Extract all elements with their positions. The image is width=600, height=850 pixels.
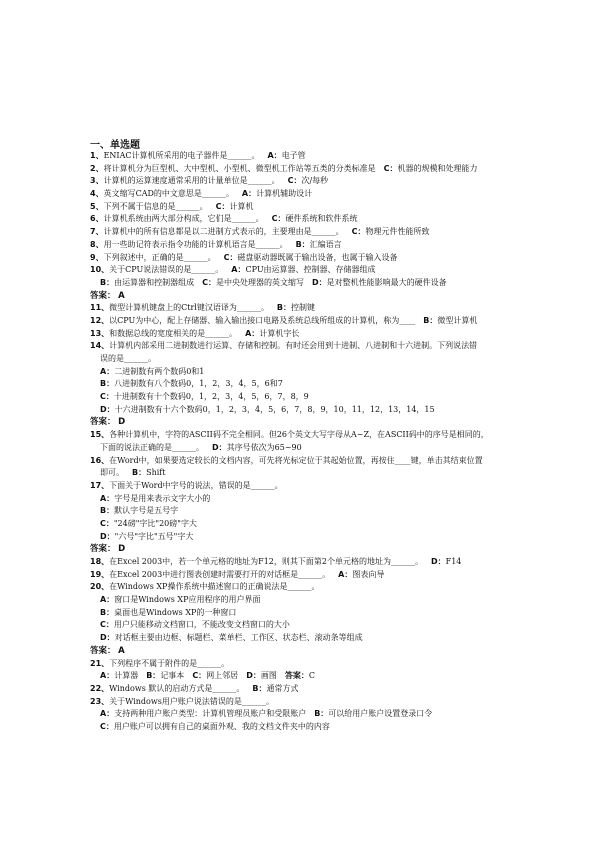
option-text: 默认字号是五号字 <box>114 506 179 516</box>
option-label: C： <box>351 227 366 237</box>
question-line <box>90 480 580 493</box>
question-list <box>90 150 580 734</box>
choice-line <box>90 607 580 620</box>
option-label: B： <box>132 468 147 478</box>
choice-line <box>90 378 580 391</box>
choice-line <box>90 442 580 455</box>
question-number: 3、 <box>90 176 104 186</box>
question-text: Windows 默认的启动方式是______。 <box>109 683 245 693</box>
question-number: 11、 <box>90 303 110 313</box>
option-label: C： <box>100 392 114 402</box>
option-label: B： <box>252 683 267 693</box>
option-text: 硬件系统和软件系统 <box>285 214 358 224</box>
question-number: 8、 <box>90 239 104 249</box>
choice-line <box>90 670 580 683</box>
choice-line <box>90 594 580 607</box>
option-label: B： <box>100 607 115 617</box>
question-number: 16、 <box>90 455 110 465</box>
option-label: A： <box>100 671 115 681</box>
option-text: 是中央处理器的英文缩写 <box>215 277 304 287</box>
option-label: C： <box>383 163 398 173</box>
answer-value: D <box>118 544 126 555</box>
choice-line <box>90 353 580 366</box>
question-text: 计算机系统由两大部分构成，它们是______。 <box>103 214 264 224</box>
option-label: D： <box>100 531 115 541</box>
question-line <box>90 683 580 696</box>
option-label: C： <box>215 201 230 211</box>
question-line <box>90 252 580 265</box>
option-text: 微型计算机 <box>437 315 478 325</box>
option-text: 是对整机性能影响最大的硬件设备 <box>326 277 447 287</box>
question-text: 关于CPU说法错误的是______。 <box>109 265 224 275</box>
question-number: 9、 <box>90 252 104 262</box>
option-label: A： <box>100 595 115 605</box>
question-number: 7、 <box>90 227 104 237</box>
question-number: 21、 <box>90 658 110 668</box>
option-label: D： <box>212 442 227 452</box>
answer-line <box>90 290 580 303</box>
question-line <box>90 302 580 315</box>
question-text: 微型计算机键盘上的Ctrl键汉语译为______。 <box>109 303 269 313</box>
option-text: 计算机辅助设计 <box>256 189 313 199</box>
option-text: 电子管 <box>281 151 306 160</box>
choice-line <box>90 531 580 544</box>
question-text: 下面关于Word中字号的说法，错误的是______。 <box>109 480 283 490</box>
option-text: 次/每秒 <box>301 176 329 186</box>
option-label: D： <box>100 633 115 643</box>
question-line <box>90 328 580 341</box>
option-label: C： <box>223 252 238 262</box>
answer-label: 答案： <box>90 417 116 428</box>
choice-line <box>90 619 580 632</box>
question-number: 22、 <box>90 683 110 693</box>
answer-value: A <box>118 645 125 656</box>
question-line <box>90 658 580 671</box>
question-line <box>90 569 580 582</box>
question-line <box>90 696 580 709</box>
question-text: 计算机中的所有信息都是以二进制方式表示的，主要理由是______。 <box>103 227 344 237</box>
question-line <box>90 315 580 328</box>
option-label: D： <box>431 557 446 566</box>
option-label: B： <box>314 709 329 719</box>
option-text: 用户账户可以拥有自己的桌面外观、我的文档文件夹中的内容 <box>113 721 330 731</box>
option-label: A： <box>231 265 246 275</box>
option-text: Shift <box>146 468 166 478</box>
answer-line <box>90 645 580 658</box>
choice-line <box>90 505 580 518</box>
option-label: A： <box>100 493 115 503</box>
option-text: "六号"字比"五号"字大 <box>114 531 194 541</box>
option-label: B： <box>295 239 310 249</box>
question-text: 下列不属于信息的是______。 <box>103 201 208 211</box>
choice-line <box>90 721 580 734</box>
choice-line <box>90 366 580 379</box>
option-text: 图表向导 <box>352 569 385 579</box>
option-text: 字号是用来表示文字大小的 <box>114 493 211 503</box>
option-text: 十六进制数有十六个数码0，1，2，3，4，5，6，7，8，9，10，11，12，13，14，15 <box>114 404 435 414</box>
option-text: 机器的规模和处理能力 <box>397 163 478 173</box>
choice-line <box>90 467 580 480</box>
option-label: C： <box>287 176 302 186</box>
option-text: 磁盘驱动器既属于输出设备，也属于输入设备 <box>237 252 398 262</box>
question-line <box>90 429 580 442</box>
question-number: 13、 <box>90 328 110 338</box>
question-number: 4、 <box>90 189 104 199</box>
option-label: B： <box>146 671 161 681</box>
option-text: 十进制数有十个数码0，1，2，3，4，5，6，7，8，9 <box>113 392 309 402</box>
question-line <box>90 455 580 468</box>
choice-line <box>90 708 580 721</box>
option-label: A： <box>100 366 115 376</box>
option-text: 由运算器和控制器组成 <box>114 277 195 287</box>
option-label: C： <box>192 671 207 681</box>
option-label: 答案： <box>284 671 309 681</box>
question-number: 6、 <box>90 214 104 224</box>
choice-line <box>90 404 580 417</box>
option-label: C： <box>100 721 114 731</box>
question-number: 5、 <box>90 201 104 211</box>
question-line <box>90 175 580 188</box>
question-number: 12、 <box>90 315 110 325</box>
question-text: 将计算机分为巨型机、大中型机、小型机、微型机工作站等五类的分类标准是 <box>103 163 376 173</box>
question-line <box>90 264 580 277</box>
question-text: 误的是______。 <box>100 354 156 363</box>
question-number: 15、 <box>90 430 110 440</box>
option-text: 八进制数有八个数码0，1，2，3，4，5，6和7 <box>114 379 283 389</box>
question-line <box>90 201 580 214</box>
answer-line <box>90 543 580 556</box>
choice-line <box>90 632 580 645</box>
answer-value: D <box>118 417 126 428</box>
question-line <box>90 188 580 201</box>
option-text: 窗口是Windows XP应用程序的用户界面 <box>114 595 261 605</box>
option-label: C： <box>202 277 216 287</box>
option-text: 支持两种用户账户类型：计算机管理员账户和受限账户 <box>114 709 307 719</box>
option-label: B： <box>423 315 438 325</box>
option-label: B： <box>100 379 115 389</box>
option-text: 记事本 <box>160 671 185 681</box>
question-line <box>90 226 580 239</box>
option-label: B： <box>276 303 291 313</box>
question-number: 17、 <box>90 480 110 490</box>
option-text: "24磅"字比"20磅"字大 <box>113 518 197 528</box>
question-number: 14、 <box>90 341 110 351</box>
question-number: 1、 <box>90 151 104 160</box>
option-label: D： <box>246 671 261 681</box>
question-text: 下列叙述中，正确的是______。 <box>103 252 216 262</box>
option-text: 汇编语言 <box>309 239 342 249</box>
question-text: 在Windows XP操作系统中描述窗口的正确说法是______。 <box>109 582 320 592</box>
option-label: A： <box>100 709 115 719</box>
option-text: 二进制数有两个数码0和1 <box>114 366 205 376</box>
question-line <box>90 239 580 252</box>
question-text: 和数据总线的宽度相关的是______。 <box>109 328 238 338</box>
question-number: 19、 <box>90 569 110 579</box>
answer-line <box>90 416 580 429</box>
option-label: A： <box>267 151 282 160</box>
question-line <box>90 163 580 176</box>
option-label: C： <box>271 214 286 224</box>
option-text: 对话框主要由边框、标题栏、菜单栏、工作区、状态栏、滚动条等组成 <box>114 633 363 643</box>
section-heading: 一、单选题 <box>90 140 140 151</box>
question-number: 2、 <box>90 163 104 173</box>
option-label: B： <box>100 277 115 287</box>
option-text: 计算机 <box>229 201 254 211</box>
option-label: C： <box>100 620 114 630</box>
option-text: 物理元件性能所致 <box>365 227 430 237</box>
question-text: 下列程序不属于附件的是______。 <box>109 658 230 668</box>
answer-label: 答案： <box>90 645 116 656</box>
question-text: 各种计算机中，字符的ASCII码不完全相同。但26个英文大写字母从A~Z，在ASCII码中的序号是相同的， <box>109 430 489 440</box>
question-number: 18、 <box>90 557 110 566</box>
question-text: 在Excel 2003中进行图表创建时需要打开的对话框是______。 <box>109 569 331 579</box>
question-number: 10、 <box>90 265 110 275</box>
option-label: A： <box>338 569 353 579</box>
question-line <box>90 150 580 163</box>
option-label: C： <box>100 518 114 528</box>
question-text: 下面的说法正确的是______。 <box>100 442 204 452</box>
option-text: 通常方式 <box>266 683 299 693</box>
question-line <box>90 213 580 226</box>
option-text: 控制键 <box>290 303 315 313</box>
answer-label: 答案： <box>90 290 116 301</box>
option-text: F14 <box>445 557 462 566</box>
option-text: 其序号依次为65~90 <box>226 442 302 452</box>
question-text: 在Excel 2003中，若一个单元格的地址为F12，则其下面第2个单元格的地址为______。 <box>109 557 423 566</box>
option-text: 计算器 <box>114 671 139 681</box>
choice-line <box>90 493 580 506</box>
question-text: 计算机内部采用二进制数进行运算、存储和控制。有时还会用到十进制、八进制和十六进制。下列说法错 <box>109 341 478 351</box>
answer-label: 答案： <box>90 544 116 555</box>
option-label: D： <box>100 404 115 414</box>
question-number: 20、 <box>90 582 110 592</box>
choice-line <box>90 391 580 404</box>
choice-line <box>90 277 580 290</box>
option-text: 网上邻居 <box>206 671 239 681</box>
option-text: 桌面也是Windows XP的一种窗口 <box>114 607 237 617</box>
question-text: 即可。 <box>100 468 124 478</box>
question-text: 关于Windows用户账户说法错误的是______。 <box>109 696 274 706</box>
option-text: 用户只能移动文档窗口，不能改变文档窗口的大小 <box>113 620 290 630</box>
question-number: 23、 <box>90 696 110 706</box>
question-text: ENIAC计算机所采用的电子器件是______。 <box>103 151 260 160</box>
question-text: 英文缩写CAD的中文意思是______。 <box>103 189 234 199</box>
option-label: A： <box>245 328 260 338</box>
question-text: 在Word中，如果要选定较长的文档内容，可先将光标定位于其起始位置，再按住____键，单击其结束位置 <box>109 455 483 465</box>
option-label: B： <box>100 506 115 516</box>
question-text: 以CPU为中心，配上存储器、输入输出接口电路及系统总线所组成的计算机，称为____ <box>109 315 416 325</box>
question-line <box>90 556 580 569</box>
answer-value: A <box>118 290 125 301</box>
choice-line <box>90 518 580 531</box>
question-line <box>90 581 580 594</box>
option-text: 画图 <box>260 671 277 681</box>
option-text: 计算机字长 <box>259 328 300 338</box>
option-text: 可以给用户账户设置登录口令 <box>328 709 433 719</box>
question-text: 计算机的运算速度通常采用的计量单位是______。 <box>103 176 280 186</box>
option-label: A： <box>241 189 257 199</box>
option-text: C <box>308 671 315 681</box>
question-line <box>90 340 580 353</box>
question-text: 用一些助记符表示指令功能的计算机语言是______。 <box>103 239 288 249</box>
option-text: CPU由运算器、控制器、存储器组成 <box>245 265 376 275</box>
option-label: D： <box>311 277 327 287</box>
